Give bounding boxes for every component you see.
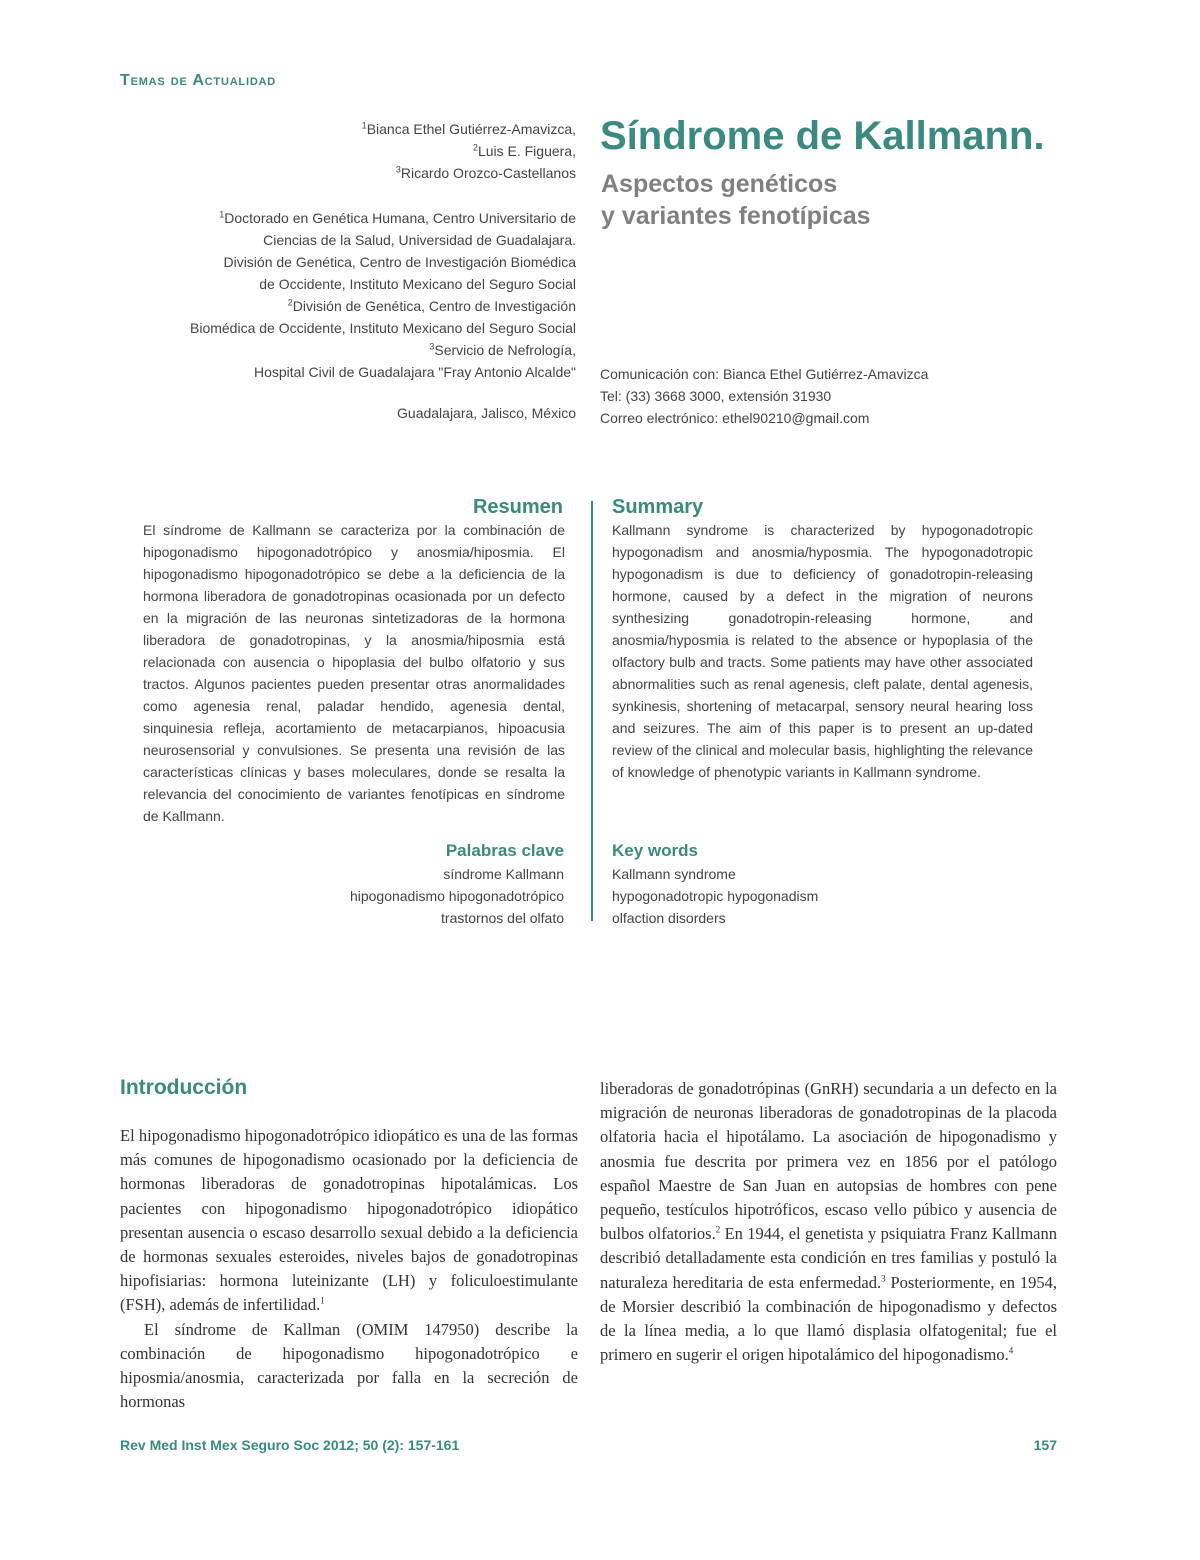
author-3: $^3$Ricardo Orozco-Castellanos <box>395 164 576 181</box>
list-item: hipogonadismo hipogonadotrópico <box>349 888 564 904</box>
affiliation-1-line-1: $^1$Doctorado en Genética Humana, Centro Universitario de <box>219 209 576 226</box>
subtitle-line-2: y variantes fenotípicas <box>601 202 871 230</box>
summary-heading: Summary <box>612 496 704 518</box>
summary-text: Kallmann syndrome is characterized by hypogonadotropic hypogonadism and anosmia/hyposmia. The hypogonadotropic hypogonadism is due to deficiency of gonadotropin-releasing hormone, caused by a defect in the migration of neurons synthesizing gonadotropin-releasing hormone, and anosmia/hyposmia is related to the absence or hypoplasia of the olfactory bulb and tracts. Some patients may have other associated abnormalities such as renal agenesis, cleft palate, dental agenesis, synkinesis, shortening of metacarpal, sensory neural hearing loss and seizures. The aim of this paper is to present an up-dated review of the clinical and molecular basis, highlighting the relevance of knowledge of phenotypic variants in Kallmann syndrome. <box>612 522 1033 780</box>
resumen-text: El síndrome de Kallmann se caracteriza por la combinación de hipogonadismo hipogonadotrópico y anosmia/hiposmia. El hipogonadismo hipogonadotrópico se debe a la deficiencia de la hormona liberadora de gonadotropinas ocasionada por un defecto en la migración de las neuronas sintetizadoras de la hormona liberadora de gonadotropinas, y la anosmia/hiposmia está relacionada con ausencia o hipoplasia del bulbo olfatorio y sus tractos. Algunos pacientes pueden presentar otras anormalidades como agenesia renal, paladar hendido, agenesia dental, sinquinesia refleja, acortamiento de metacarpianos, hipoacusia neurosensorial y convulsiones. Se presenta una revisión de las características clínicas y bases moleculares, donde se resalta la relevancia del conocimiento de variantes fenotípicas en síndrome de Kallmann. <box>143 522 565 824</box>
abstract-divider <box>591 501 593 921</box>
author-list <box>106 118 576 184</box>
citation-ref[interactable]: 4 <box>1008 1345 1014 1356</box>
resumen-heading: Resumen <box>472 496 563 518</box>
list-item: Kallmann syndrome <box>612 866 736 882</box>
citation-ref[interactable]: 2 <box>715 1224 721 1235</box>
intro-paragraph-2-continued: liberadoras de gonadotrópinas (GnRH) secundaria a un defecto en la migración de neuronas liberadoras de gonadotropinas de la placoda olfatoria hacia el hipotálamo. La asociación de hipogonadismo y anosmia fue descrita por primera vez en 1856 por el patólogo español Maestre de San Juan en autopsias de hombres con pene pequeño, testículos hipotróficos, escaso vello púbico y ausencia de bulbos olfatorios.$^2$ En 1944, el genetista y psiquiatra Franz Kallmann describió detalladamente esta condición en tres familias y postuló la naturaleza hereditaria de esta enfermedad.$^3$ Posteriormente, en 1954, de Morsier describió la combinación de hipogonadismo y defectos de la línea media, a lo que llamó displasia olfatogenital; fue el primero en sugerir el origen hipotalámico del hipogonadismo.$^4$ <box>600 1079 1057 1365</box>
body-column-right <box>600 1077 1057 1367</box>
subtitle-line-1: Aspectos genéticos <box>601 170 838 198</box>
intro-paragraph-2: El síndrome de Kallman (OMIM 147950) describe la combinación de hipogonadismo hipogonadotrópico e hiposmia/anosmia, caracterizada por falla en la secreción de hormonas <box>120 1319 578 1412</box>
body-column-left <box>120 1124 578 1414</box>
palabras-clave-heading: Palabras clave <box>445 841 564 860</box>
citation-ref[interactable]: 1 <box>320 1295 325 1306</box>
affiliation-2-line-1: $^2$División de Genética, Centro de Investigación <box>287 297 576 314</box>
contact-email[interactable]: Correo electrónico: ethel90210@gmail.com <box>600 410 870 426</box>
affiliation-1-line-4: de Occidente, Instituto Mexicano del Seguro Social <box>259 276 576 292</box>
journal-citation: Rev Med Inst Mex Seguro Soc 2012; 50 (2): 157-161 <box>120 1437 460 1453</box>
section-label: Temas de Actualidad <box>120 72 277 89</box>
author-1: $^1$Bianca Ethel Gutiérrez-Amavizca, <box>361 120 576 137</box>
citation-ref[interactable]: 3 <box>881 1273 886 1284</box>
article-title: Síndrome de Kallmann. <box>600 114 1045 158</box>
correspondence <box>600 363 928 429</box>
palabras-clave-list <box>350 863 564 929</box>
list-item: olfaction disorders <box>612 910 726 926</box>
list-item: trastornos del olfato <box>441 910 564 926</box>
key-words-list <box>612 863 818 929</box>
article-subtitle <box>601 168 871 232</box>
author-2: $^2$Luis E. Figuera, <box>472 142 576 159</box>
list-item: hypogonadotropic hypogonadism <box>612 888 819 904</box>
affiliation-2-line-2: Biomédica de Occidente, Instituto Mexicano del Seguro Social <box>190 320 576 336</box>
introduccion-heading: Introducción <box>120 1076 248 1099</box>
affiliation-3-line-2: Hospital Civil de Guadalajara "Fray Antonio Alcalde" <box>254 364 576 380</box>
contact-phone: Tel: (33) 3668 3000, extensión 31930 <box>600 388 832 404</box>
contact-name: Comunicación con: Bianca Ethel Gutiérrez-Amavizca <box>600 366 929 382</box>
location: Guadalajara, Jalisco, México <box>397 405 576 421</box>
affiliations <box>106 207 576 383</box>
affiliation-3-line-1: $^3$Servicio de Nefrología, <box>429 341 576 358</box>
key-words-heading: Key words <box>612 841 698 860</box>
affiliation-1-line-2: Ciencias de la Salud, Universidad de Guadalajara. <box>263 232 576 248</box>
page-number: 157 <box>1033 1437 1057 1453</box>
affiliation-1-line-3: División de Genética, Centro de Investigación Biomédica <box>223 254 576 270</box>
list-item: síndrome Kallmann <box>443 866 564 882</box>
intro-paragraph-1: El hipogonadismo hipogonadotrópico idiopático es una de las formas más comunes de hipogonadismo ocasionado por la deficiencia de hormonas liberadoras de gonadotropinas hipotalámicas. Los pacientes con hipogonadismo hipogonadotrópico idiopático presentan ausencia o escaso desarrollo sexual debido a la deficiencia de hormonas sexuales esteroides, niveles bajos de gonadotropinas hipofisiarias: hormona luteinizante (LH) y foliculoestimulante (FSH), además de infertilidad.$^1$ <box>120 1126 578 1315</box>
